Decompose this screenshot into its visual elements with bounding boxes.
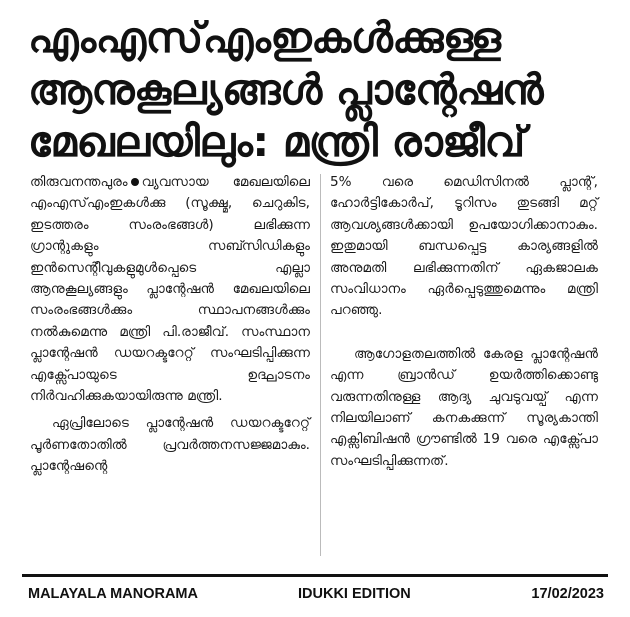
headline-line-3: മേഖലയിലും: മന്ത്രി രാജീവ് <box>28 117 525 166</box>
headline-line-1: എംഎസ്എംഇകൾക്കുള്ള <box>28 13 501 62</box>
article-paragraph: ഏപ്രിലോടെ പ്ലാന്റേഷൻ ഡയറക്ടറേറ്റ് പൂർണതോതിൽ പ്രവർത്തനസജ്ജമാകും. പ്ലാന്റേഷന്റെ <box>30 415 310 475</box>
bullet-icon <box>131 178 139 186</box>
publication-date: 17/02/2023 <box>531 586 604 602</box>
publication-name: MALAYALA MANORAMA <box>28 586 198 602</box>
footer-rule <box>22 574 608 577</box>
edition-name: IDUKKI EDITION <box>298 586 411 602</box>
article-paragraph: ആഗോളതലത്തിൽ കേരള പ്ലാന്റേഷൻ എന്ന ബ്രാൻഡ് ഉയർത്തിക്കൊണ്ടു വരുന്നതിനുള്ള ആദ്യ ചുവടുവയ്പ് എന്ന നിലയിലാണ് കനകക്കുന്ന് സൂര്യകാന്തി എക്സിബിഷൻ ഗ്രൗണ്ടിൽ 19 വരെ എക്സ്പോ സംഘടിപ്പിക്കുന്നത്. <box>330 345 598 469</box>
article-paragraph <box>30 172 310 407</box>
headline-line-2: ആനുകൂല്യങ്ങൾ പ്ലാന്റേഷൻ <box>28 65 544 114</box>
dateline: തിരുവനന്തപുരം <box>30 174 128 190</box>
article-column-right <box>330 172 598 472</box>
article-paragraph-text: വ്യവസായ മേഖലയിലെ എംഎസ്എംഇകൾക്കു (സൂക്ഷ്മ, ചെറുകിട, ഇടത്തരം സംരംഭങ്ങൾ) ലഭിക്കുന്ന ഗ്രാന്റുകളും സബ്സിഡികളും ഇൻസെന്റീവുകളുമുൾപ്പെടെ എല്ലാ ആനുകൂല്യങ്ങളും പ്ലാന്റേഷൻ മേഖലയിലെ സംരംഭങ്ങൾക്കും സ്ഥാപനങ്ങൾക്കും നൽകുമെന്നു മന്ത്രി പി.രാജീവ്. സംസ്ഥാന പ്ലാന്റേഷൻ ഡയറക്ടറേറ്റ് സംഘടിപ്പിക്കുന്ന എക്സ്പോയുടെ ഉദ്ഘാടനം നിർവഹിക്കുകയായിരുന്നു മന്ത്രി. <box>30 174 310 405</box>
column-divider <box>320 174 321 556</box>
headline <box>28 12 598 168</box>
article-column-left <box>30 172 310 478</box>
footer <box>22 582 608 608</box>
article-paragraph: 5% വരെ മെഡിസിനൽ പ്ലാന്റ്, ഹോർട്ടികോർപ്, ടൂറിസം തുടങ്ങി മറ്റ് ആവശ്യങ്ങൾക്കായി ഉപയോഗിക്കാനാകും. ഇതുമായി ബന്ധപ്പെട്ട കാര്യങ്ങളിൽ അനുമതി ലഭിക്കുന്നതിന് ഏകജാലക സംവിധാനം ഏർപ്പെടുത്തുമെന്നും മന്ത്രി പറഞ്ഞു. <box>330 174 598 319</box>
